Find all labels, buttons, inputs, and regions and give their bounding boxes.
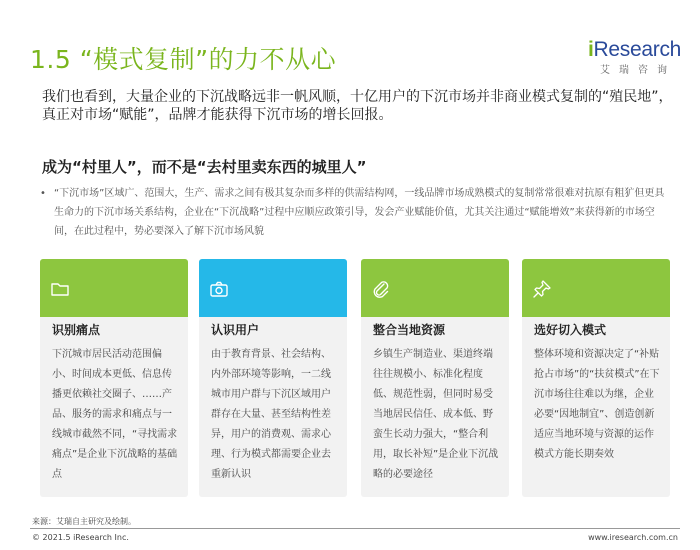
card-header: [522, 259, 670, 317]
logo-wordmark: [588, 38, 680, 62]
card-body: 乡镇生产制造业、渠道终端往往规模小、标准化程度低、规范性弱，但同时易受当地居民信任、成本低、野蛮生长动力强大，“整合利用，取长补短”是企业下沉战略的必要途径: [373, 349, 499, 480]
logo-subtitle: 艾瑞咨询: [600, 65, 676, 76]
card-title: 选好切入模式: [534, 323, 607, 337]
paperclip-icon: [371, 279, 391, 299]
card-header: [361, 259, 509, 317]
section-subheading: 成为“村里人”，而不是“去村里卖东西的城里人”: [42, 158, 367, 176]
card-title: 识别痛点: [52, 323, 101, 337]
folder-icon: [50, 279, 70, 299]
iresearch-logo: [588, 38, 680, 76]
card-know-users: [199, 259, 347, 497]
bullet-text: “下沉市场”区域广、范围大，生产、需求之间有极其复杂而多样的供需结构网，一线品牌市场成熟模式的复制常常很难对抗原有粗犷但更具生命力的下沉市场关系结构，企业在“下沉战略”过程中应顺应政策引导，发会产业赋能价值，尤其关注通过“赋能增效”来获得新的市场空间，在此过程中，势必要深入了解下沉市场风貌: [54, 188, 665, 237]
bullet-paragraph: [40, 184, 668, 241]
page-title: 1.5 “模式复制”的力不从心: [30, 45, 337, 74]
source-note: 来源：艾瑞自主研究及绘制。: [32, 517, 136, 526]
card-body: 下沉城市居民活动范围偏小、时间成本更低、信息传播更依赖社交圈子、……产品、服务的需求和痛点与一线城市截然不同，“寻找需求痛点”是企业下沉战略的基础点: [52, 349, 178, 480]
card-identify-pain-points: [40, 259, 188, 497]
card-title: 整合当地资源: [373, 323, 446, 337]
card-title: 认识用户: [211, 323, 260, 337]
copyright-text: © 2021.5 iResearch Inc.: [32, 533, 129, 542]
card-integrate-local-resources: [361, 259, 509, 497]
bullet-dot: •: [40, 188, 46, 199]
card-body: 由于教育背景、社会结构、内外部环境等影响，一二线城市用户群与下沉区域用户群存在大量、甚至结构性差异，用户的消费观、需求心理、行为模式都需要企业去重新认识: [211, 349, 331, 480]
pushpin-icon: [532, 279, 552, 299]
card-body: 整体环境和资源决定了“补贴抢占市场”的“扶贫模式”在下沉市场往往难以为继，企业必要“因地制宜”、创造创新适应当地环境与资源的运作模式方能长期奏效: [534, 349, 660, 460]
camera-icon: [209, 279, 229, 299]
card-choose-entry-model: [522, 259, 670, 497]
website-link[interactable]: www.iresearch.com.cn: [588, 533, 678, 542]
footer-divider: [30, 528, 680, 529]
card-header: [40, 259, 188, 317]
logo-research: Research: [593, 38, 682, 61]
card-header: [199, 259, 347, 317]
logo-i: i: [588, 38, 594, 61]
intro-paragraph: 我们也看到，大量企业的下沉战略远非一帆风顺，十亿用户的下沉市场并非商业模式复制的“殖民地”，真正对市场“赋能”，品牌才能获得下沉市场的增长回报。: [42, 89, 673, 123]
